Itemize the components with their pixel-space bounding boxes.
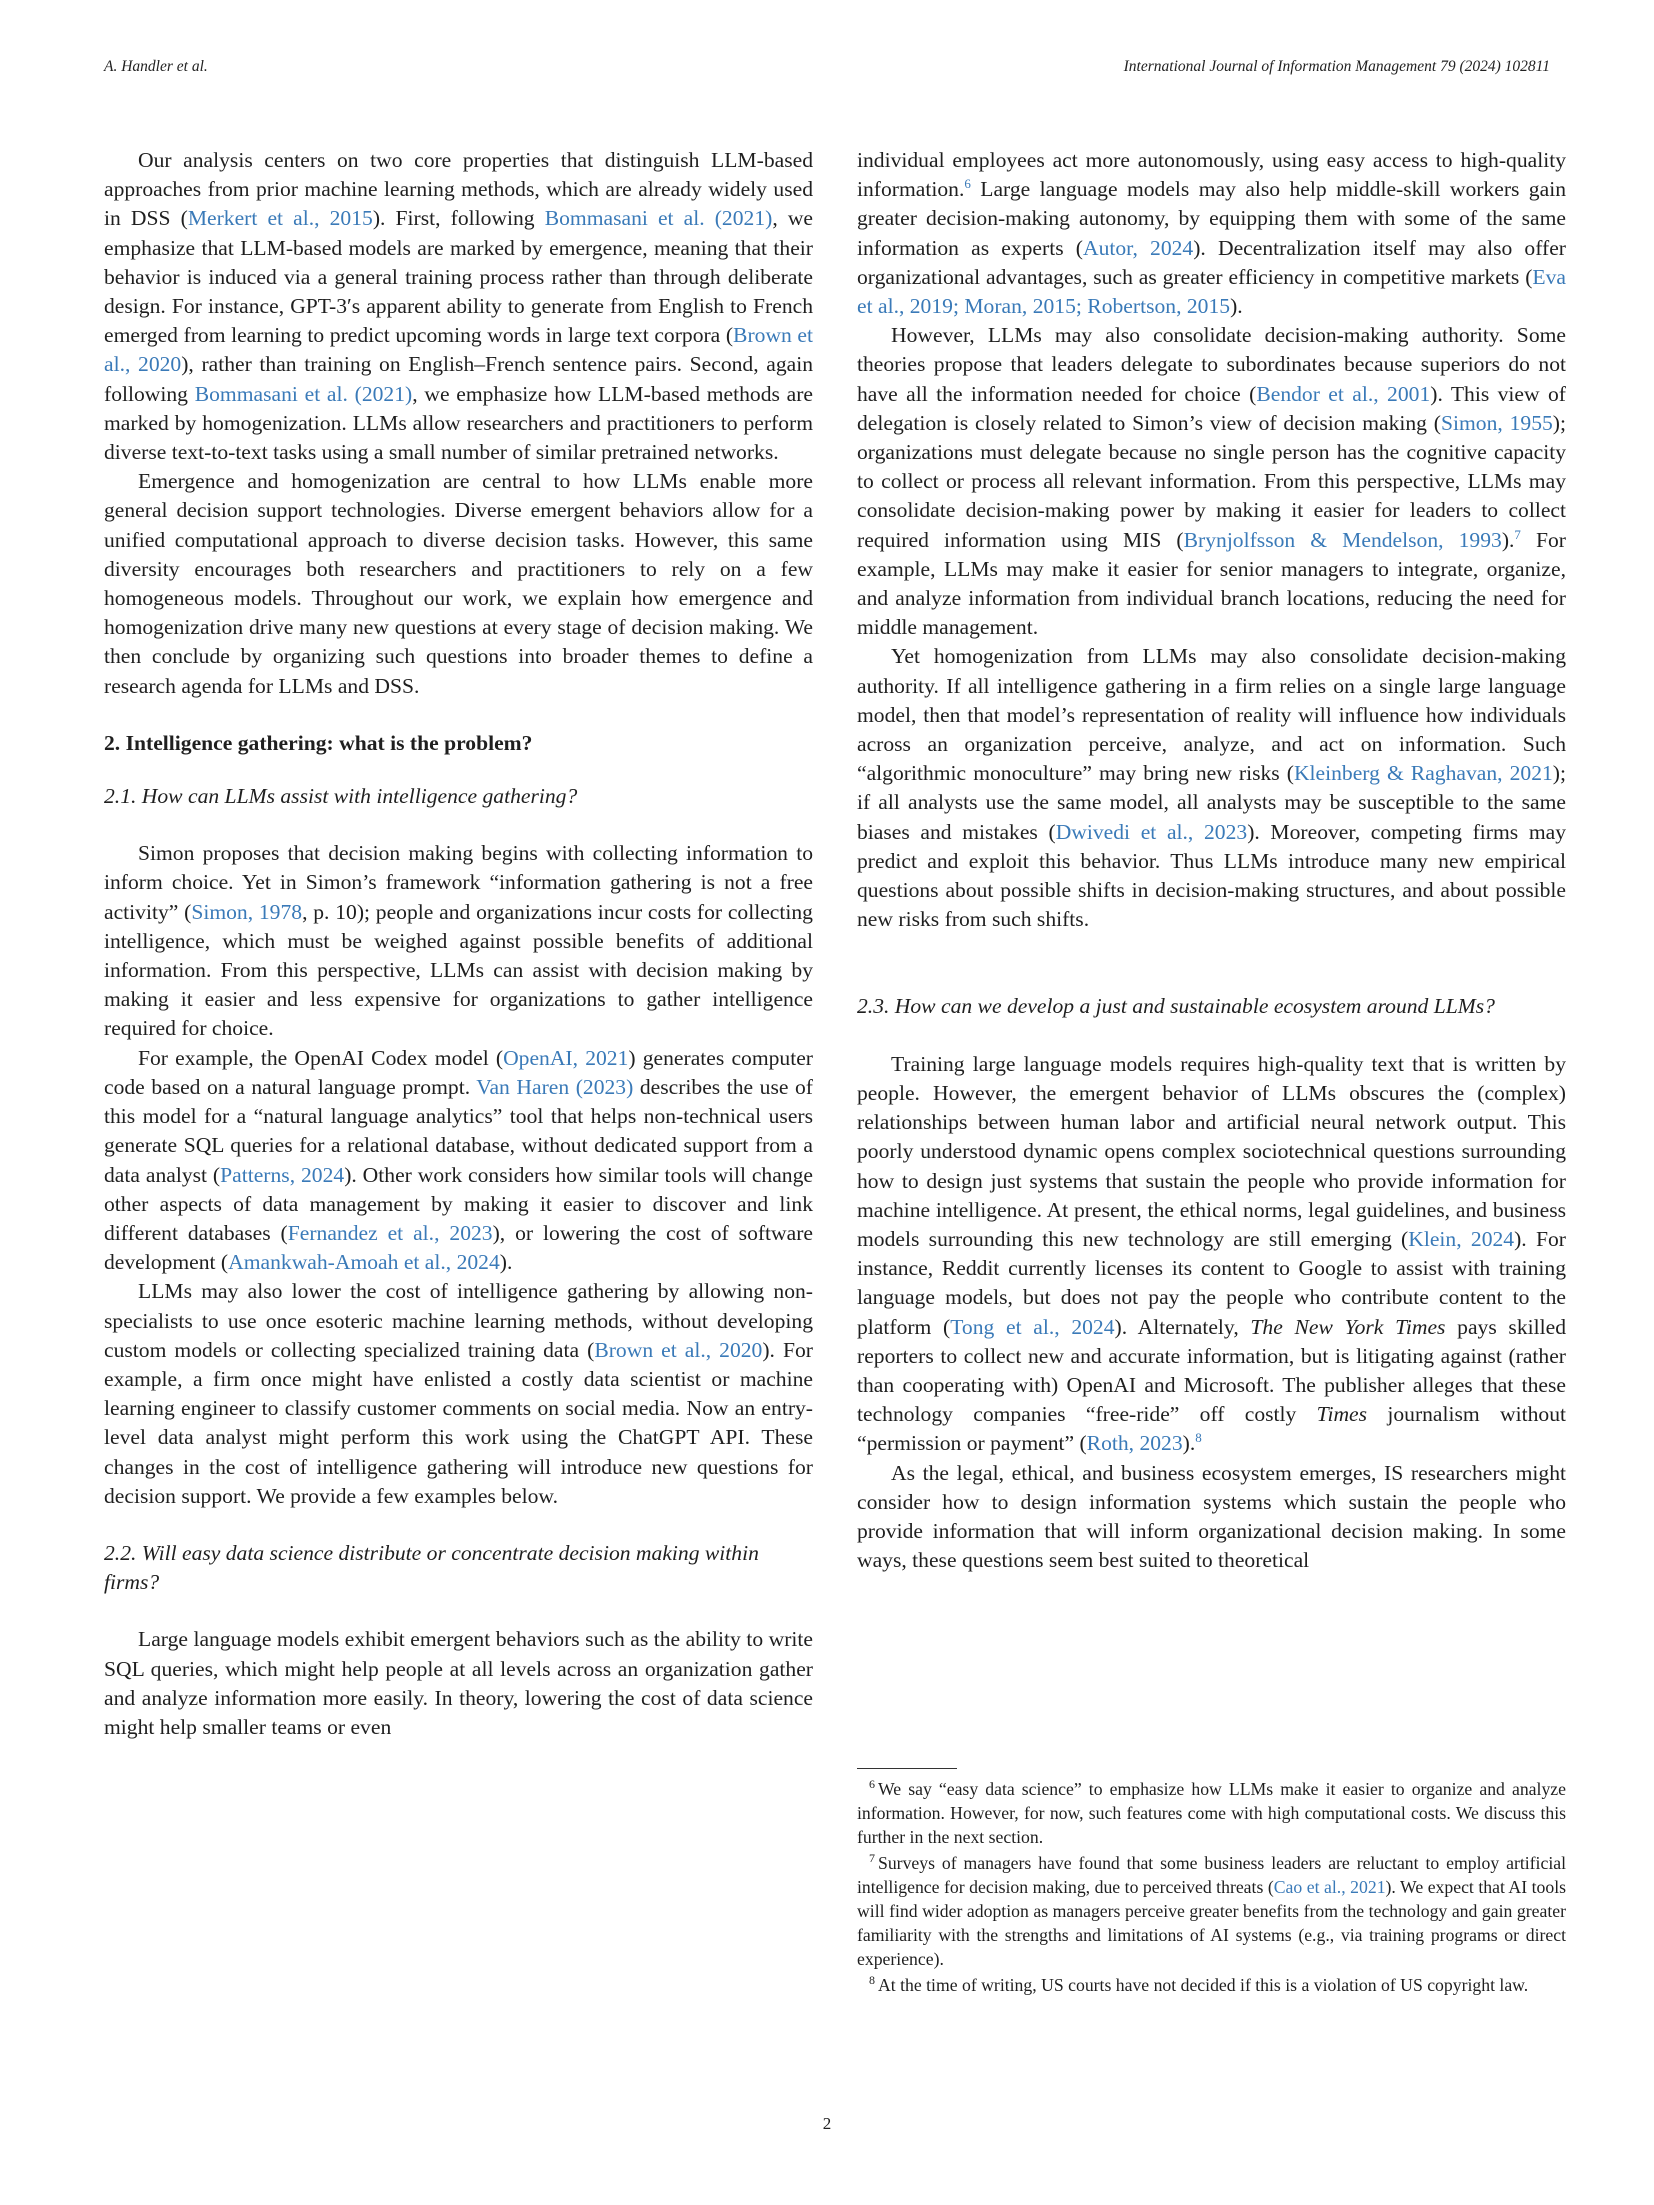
citation-link[interactable]: Bommasani et al. (2021) xyxy=(194,381,413,406)
text-run: pays skilled reporters to collect new and accurate information, but is litigating against (rather than cooperating with) OpenAI and Microsoft. The publisher alleges that these technology companies “free-ride” off costly xyxy=(857,1314,1566,1427)
paragraph xyxy=(104,839,813,1043)
footnote xyxy=(857,1851,1566,1971)
subsection-heading: 2.3. How can we develop a just and sustainable ecosystem around LLMs? xyxy=(857,994,1495,1019)
text-run: ). For instance, Reddit currently licenses its content to Google to assist with training language models, but does not pay the people who contribute content to the platform ( xyxy=(857,1226,1566,1339)
text-run: We say “easy data science” to emphasize how LLMs make it easier to organize and analyze information. However, for now, such features come with high computational costs. We discuss this further in the next section. xyxy=(857,1779,1566,1847)
text-run: ); organizations must delegate because no single person has the cognitive capacity to collect or process all relevant information. From this perspective, LLMs may consolidate decision-making power by making it easier for leaders to collect required information using MIS ( xyxy=(857,410,1566,552)
citation-link[interactable]: Merkert et al., 2015 xyxy=(187,206,373,231)
citation-link[interactable]: Fernandez et al., 2023 xyxy=(287,1220,493,1245)
paragraph xyxy=(104,146,813,467)
text-run: Large language models exhibit emergent behaviors such as the ability to write SQL queries, which might help people at all levels across an organization gather and analyze information more easily. In theory, lowering the cost of data science might help smaller teams or even xyxy=(104,1627,813,1739)
paragraph xyxy=(104,1277,813,1511)
footnote xyxy=(857,1973,1566,1997)
text-run: ). xyxy=(1501,527,1515,552)
text-run: ). xyxy=(1230,294,1243,319)
paragraph xyxy=(857,642,1566,934)
text-run: individual employees act more autonomously, using easy access to high-quality information. xyxy=(857,148,1566,202)
paragraph xyxy=(857,1050,1566,1459)
text-run: ); if all analysts use the same model, all analysts may be susceptible to the same biases and mistakes ( xyxy=(857,761,1566,844)
paragraph xyxy=(857,146,1566,321)
footnote-marker[interactable]: 7 xyxy=(1514,526,1521,542)
text-run: LLMs may also lower the cost of intelligence gathering by allowing non-specialists to use once esoteric machine learning methods, without developing custom models or collecting specialized training data ( xyxy=(104,1279,813,1362)
footnotes xyxy=(857,1768,1566,1999)
text-run: ). Moreover, competing firms may predict and exploit this behavior. Thus LLMs introduce many new empirical questions about possible shifts in decision-making structures, and about possible new risks from such shifts. xyxy=(857,819,1566,932)
footnote-number: 8 xyxy=(869,1973,875,1988)
text-run: ). For example, a firm once might have enlisted a costly data scientist or machine learning engineer to classify customer comments on social media. Now an entry-level data analyst might perform this work using the ChatGPT API. These changes in the cost of intelligence gathering will introduce new questions for decision support. We provide a few examples below. xyxy=(104,1337,813,1508)
text-run: Large language models may also help middle-skill workers gain greater decision-making autonomy, by equipping them with some of the same information as experts ( xyxy=(857,177,1566,260)
footnote-marker[interactable]: 8 xyxy=(1195,1430,1202,1446)
citation-link[interactable]: Kleinberg & Raghavan, 2021 xyxy=(1293,761,1553,786)
text-run: describes the use of this model for a “natural language analytics” tool that helps non-technical users generate SQL queries for a relational database, without dedicated support from a data analyst ( xyxy=(104,1074,813,1187)
footnote-marker[interactable]: 6 xyxy=(964,176,971,192)
text-run: ), or lowering the cost of software development ( xyxy=(104,1220,814,1275)
subsection-heading: 2.1. How can LLMs assist with intelligence gathering? xyxy=(104,784,578,809)
footnote xyxy=(857,1777,1566,1849)
citation-link[interactable]: OpenAI, 2021 xyxy=(503,1045,629,1070)
text-run: ). xyxy=(1182,1431,1196,1456)
paragraph xyxy=(104,467,813,701)
section-heading: 2. Intelligence gathering: what is the problem? xyxy=(104,730,533,755)
footnote-rule xyxy=(857,1768,957,1769)
paragraph xyxy=(104,1044,813,1278)
text-run: , we emphasize that LLM-based models are marked by emergence, meaning that their behavior is induced via a general training process rather than through deliberate design. For instance, GPT-3′s apparent ability to generate from English to French emerged from learning to predict upcoming words in large text corpora ( xyxy=(104,206,813,348)
text-run: Surveys of managers have found that some business leaders are reluctant to employ artificial intelligence for decision making, due to perceived threats ( xyxy=(857,1853,1566,1897)
italic-text: Times xyxy=(1316,1402,1368,1427)
citation-link[interactable]: Patterns, 2024 xyxy=(220,1162,345,1187)
citation-link[interactable]: Amankwah-Amoah et al., 2024 xyxy=(228,1250,500,1275)
citation-link[interactable]: Klein, 2024 xyxy=(1408,1226,1515,1251)
text-run: However, LLMs may also consolidate decision-making authority. Some theories propose that leaders delegate to subordinates because superiors do not have all the information needed for choice ( xyxy=(857,323,1566,406)
text-run: As the legal, ethical, and business ecosystem emerges, IS researchers might consider how to design information systems which sustain the people who provide information that will inform organizational decision making. In some ways, these questions seem best suited to theoretical xyxy=(857,1460,1566,1573)
paragraph xyxy=(857,1459,1566,1576)
text-run: ). xyxy=(499,1250,513,1275)
author-header: A. Handler et al. xyxy=(104,58,208,75)
citation-link[interactable]: Van Haren (2023) xyxy=(476,1074,634,1099)
citation-link[interactable]: Brynjolfsson & Mendelson, 1993 xyxy=(1183,527,1502,552)
text-run: , we emphasize how LLM-based methods are marked by homogenization. LLMs allow researchers and practitioners to perform diverse text-to-text tasks using a small number of similar pretrained networks. xyxy=(104,381,813,465)
citation-link[interactable]: Eva et al., 2019; Moran, 2015; Robertson, 2015 xyxy=(857,264,1566,319)
text-run: ). This view of delegation is closely related to Simon’s view of decision making ( xyxy=(857,381,1566,435)
paragraph xyxy=(857,321,1566,642)
text-run: For example, LLMs may make it easier for senior managers to integrate, organize, and analyze information from individual branch locations, reducing the need for middle management. xyxy=(857,527,1566,640)
text-run: For example, the OpenAI Codex model ( xyxy=(138,1045,504,1070)
citation-link[interactable]: Brown et al., 2020 xyxy=(594,1337,763,1362)
text-run: , p. 10); people and organizations incur costs for collecting intelligence, which must be weighed against possible benefits of additional information. From this perspective, LLMs can assist with decision making by making it easier and less expensive for organizations to gather intelligence required for choice. xyxy=(104,899,813,1041)
citation-link[interactable]: Tong et al., 2024 xyxy=(950,1314,1115,1339)
citation-link[interactable]: Bendor et al., 2001 xyxy=(1256,381,1431,406)
citation-link[interactable]: Autor, 2024 xyxy=(1082,235,1194,260)
text-run: ), rather than training on English–French sentence pairs. Second, again following xyxy=(104,352,814,406)
text-run: ). Other work considers how similar tools will change other aspects of data management by making it easier to discover and link different databases ( xyxy=(104,1162,813,1245)
page-number: 2 xyxy=(822,2114,832,2133)
citation-link[interactable]: Simon, 1978 xyxy=(191,899,303,924)
text-run: ). Alternately, xyxy=(1114,1314,1251,1339)
text-run: At the time of writing, US courts have not decided if this is a violation of US copyright law. xyxy=(878,1975,1529,1995)
footnote-number: 6 xyxy=(869,1777,875,1792)
citation-link[interactable]: Dwivedi et al., 2023 xyxy=(1055,819,1248,844)
citation-link[interactable]: Simon, 1955 xyxy=(1440,410,1553,435)
citation-link[interactable]: Brown et al., 2020 xyxy=(104,323,813,377)
text-run: ). We expect that AI tools will find wider adoption as managers perceive greater benefits from the technology and gain greater familiarity with the strengths and limitations of AI systems (e.g., via training programs or direct experience). xyxy=(857,1877,1567,1969)
text-run: ) generates computer code based on a natural language prompt. xyxy=(104,1045,813,1099)
footnote-list xyxy=(857,1777,1566,1997)
journal-header: International Journal of Information Management 79 (2024) 102811 xyxy=(1123,58,1550,75)
subsection-heading: 2.2. Will easy data science distribute or concentrate decision making within firms? xyxy=(104,1540,759,1595)
text-run: ). First, following xyxy=(372,206,545,231)
italic-text: The New York Times xyxy=(1250,1314,1446,1339)
text-run: journalism without “permission or payment” ( xyxy=(857,1402,1566,1456)
footnote-number: 7 xyxy=(869,1851,875,1866)
citation-link[interactable]: Cao et al., 2021 xyxy=(1273,1877,1386,1897)
left-column xyxy=(104,146,813,1742)
citation-link[interactable]: Bommasani et al. (2021) xyxy=(544,206,773,231)
paragraph xyxy=(104,1625,813,1742)
citation-link[interactable]: Roth, 2023 xyxy=(1086,1431,1183,1456)
text-run: Emergence and homogenization are central to how LLMs enable more general decision support technologies. Diverse emergent behaviors allow for a unified computational approach to diverse decision tasks. However, this same diversity encourages both researchers and practitioners to rely on a few homogeneous models. Throughout our work, we explain how emergence and homogenization drive many new questions at every stage of decision making. We then conclude by organizing such questions into broader themes to define a research agenda for LLMs and DSS. xyxy=(104,469,813,698)
text-run: ). Decentralization itself may also offer organizational advantages, such as greater efficiency in competitive markets ( xyxy=(857,235,1566,289)
text-run: Training large language models requires high-quality text that is written by people. However, the emergent behavior of LLMs obscures the (complex) relationships between human labor and artificial neural network output. This poorly understood dynamic opens complex sociotechnical questions surrounding how to design just systems that sustain the people who provide information for machine intelligence. At present, the ethical norms, legal guidelines, and business models surrounding this new technology are still emerging ( xyxy=(857,1051,1566,1251)
text-run: Yet homogenization from LLMs may also consolidate decision-making authority. If all intelligence gathering in a firm relies on a single large language model, then that model’s representation of reality will influence how individuals across an organization perceive, analyze, and act on information. Such “algorithmic monoculture” may bring new risks ( xyxy=(857,644,1566,786)
right-column xyxy=(857,146,1566,1575)
text-run: Our analysis centers on two core properties that distinguish LLM-based approaches from prior machine learning methods, which are already widely used in DSS ( xyxy=(104,148,813,231)
text-run: Simon proposes that decision making begins with collecting information to inform choice. Yet in Simon’s framework “information gathering is not a free activity” ( xyxy=(104,841,813,924)
